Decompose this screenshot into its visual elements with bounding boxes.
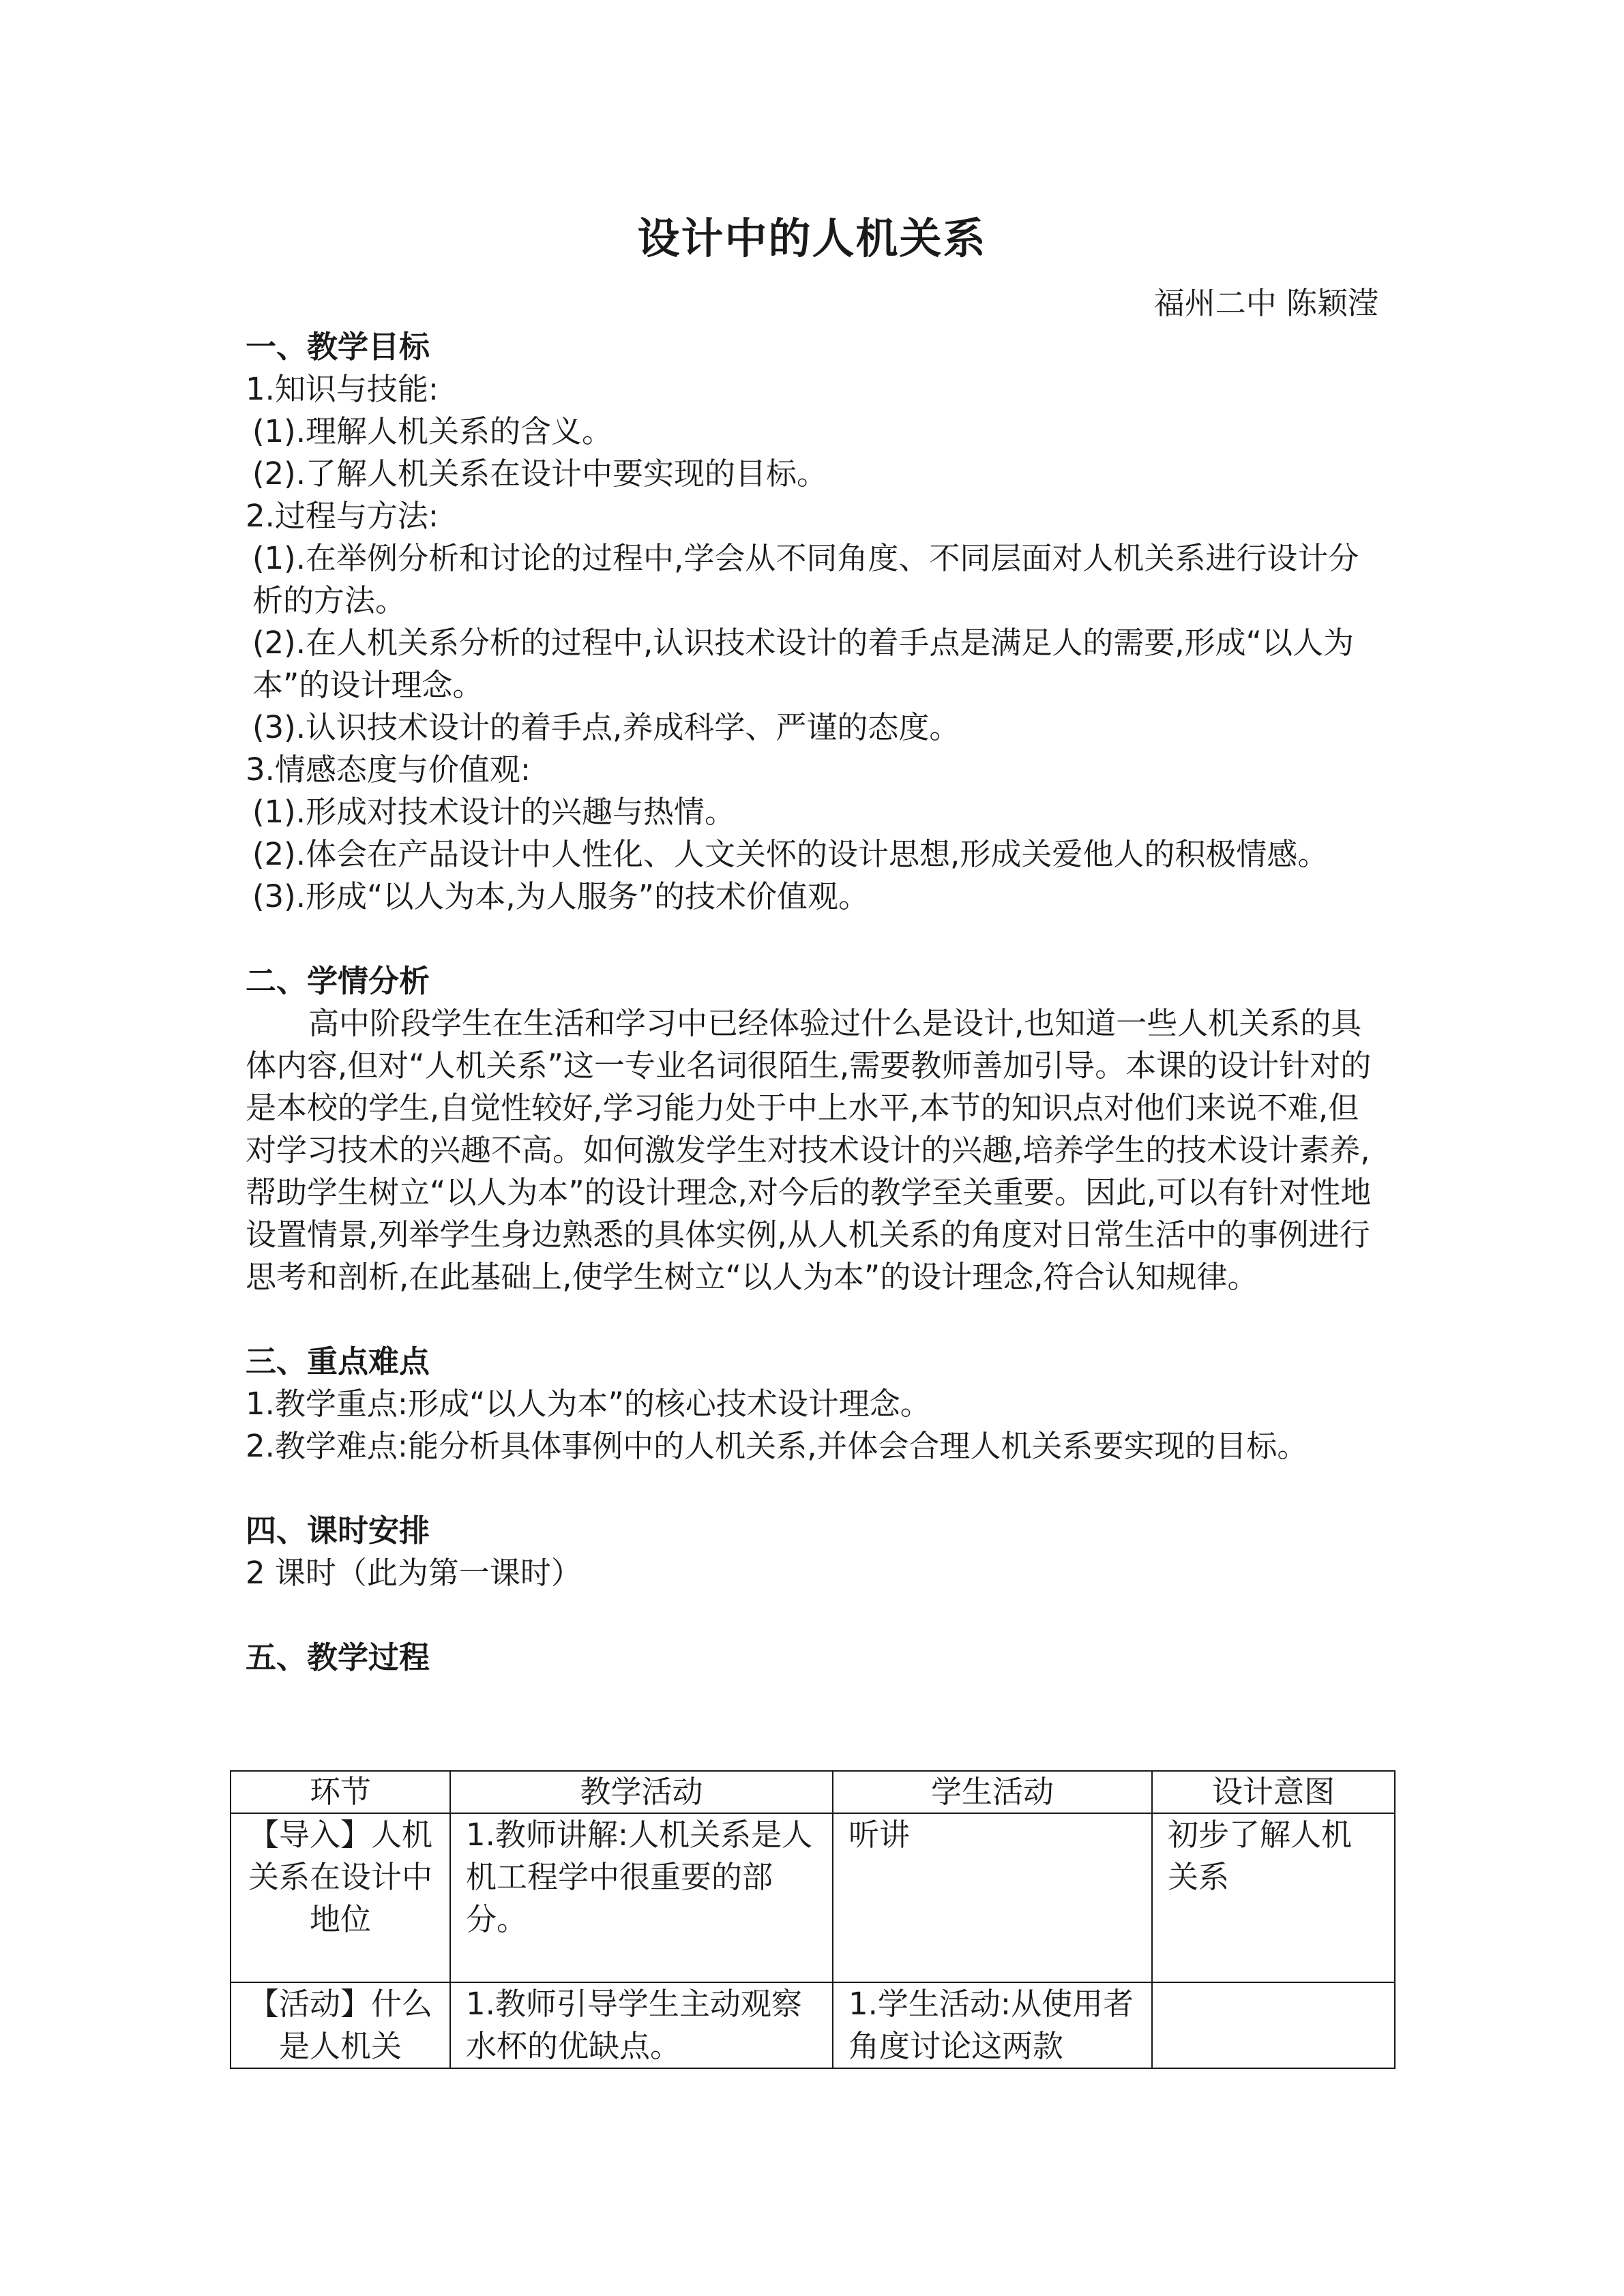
list-item: (3).形成“以人为本,为人服务”的技术价值观。 xyxy=(252,878,869,914)
subheading-process: 2.过程与方法: xyxy=(246,498,439,534)
column-header: 教学活动 xyxy=(450,1771,833,1813)
author-line: 福州二中 陈颖滢 xyxy=(1153,285,1378,321)
column-header: 学生活动 xyxy=(833,1771,1152,1813)
spacer xyxy=(246,1594,1378,1637)
section-heading-objectives: 一、教学目标 xyxy=(246,329,430,365)
list-item: (1).形成对技术设计的兴趣与热情。 xyxy=(252,794,736,830)
teaching-process-table xyxy=(230,1770,1396,2069)
list-item: (2).了解人机关系在设计中要实现的目标。 xyxy=(252,456,828,492)
table-header-row xyxy=(231,1771,1395,1813)
subheading-attitude: 3.情感态度与价值观: xyxy=(246,751,531,788)
document-title: 设计中的人机关系 xyxy=(637,213,987,263)
table-cell: 初步了解人机关系 xyxy=(1152,1813,1395,1982)
table-cell: 【活动】什么是人机关 xyxy=(231,1982,450,2068)
table-cell: 1.教师引导学生主动观察水杯的优缺点。 xyxy=(450,1982,833,2068)
list-item: (3).认识技术设计的着手点,养成科学、严谨的态度。 xyxy=(252,709,960,745)
list-item: 1.教学重点:形成“以人为本”的核心技术设计理念。 xyxy=(246,1386,931,1422)
table-cell: 【导入】人机关系在设计中地位 xyxy=(231,1813,450,1982)
table-row xyxy=(231,1982,1395,2068)
schedule-text: 2 课时（此为第一课时） xyxy=(246,1555,582,1591)
section-heading-schedule: 四、课时安排 xyxy=(246,1512,430,1549)
table-cell: 1.教师讲解:人机关系是人机工程学中很重要的部分。 xyxy=(450,1813,833,1982)
analysis-paragraph: 高中阶段学生在生活和学习中已经体验过什么是设计,也知道一些人机关系的具体内容,但对“人机关系”这一专业名词很陌生,需要教师善加引导。本课的设计针对的是本校的学生,自觉性较好,学习能力处于中上水平,本节的知识点对他们来说不难,但对学习技术的兴趣不高。如何激发学生对技术设计的兴趣,培养学生的技术设计素养,帮助学生树立“以人为本”的设计理念,对今后的教学至关重要。因此,可以有针对性地设置情景,列举学生身边熟悉的具体实例,从人机关系的角度对日常生活中的事例进行思考和剖析,在此基础上,使学生树立“以人为本”的设计理念,符合认知规律。 xyxy=(246,1005,1372,1295)
column-header: 设计意图 xyxy=(1152,1771,1395,1813)
subheading-knowledge: 1.知识与技能: xyxy=(246,371,439,407)
list-item: (2).体会在产品设计中人性化、人文关怀的设计思想,形成关爱他人的积极情感。 xyxy=(252,836,1329,872)
table-row xyxy=(231,1813,1395,1982)
column-header: 环节 xyxy=(231,1771,450,1813)
list-item: (1).在举例分析和讨论的过程中,学会从不同角度、不同层面对人机关系进行设计分析的方法。 xyxy=(252,540,1359,618)
table-cell: 1.学生活动:从使用者角度讨论这两款 xyxy=(833,1982,1152,2068)
section-heading-key-points: 三、重点难点 xyxy=(246,1343,430,1380)
table-cell: 听讲 xyxy=(833,1813,1152,1982)
spacer xyxy=(246,918,1378,960)
section-heading-analysis: 二、学情分析 xyxy=(246,963,430,999)
document-body xyxy=(246,326,1378,1679)
list-item: 2.教学难点:能分析具体事例中的人机关系,并体会合理人机关系要实现的目标。 xyxy=(246,1428,1308,1464)
list-item: (2).在人机关系分析的过程中,认识技术设计的着手点是满足人的需要,形成“以人为本”的设计理念。 xyxy=(252,625,1354,703)
section-heading-process: 五、教学过程 xyxy=(246,1639,430,1675)
list-item: (1).理解人机关系的含义。 xyxy=(252,413,613,449)
table-cell xyxy=(1152,1982,1395,2068)
spacer xyxy=(246,1298,1378,1341)
spacer xyxy=(246,1467,1378,1510)
